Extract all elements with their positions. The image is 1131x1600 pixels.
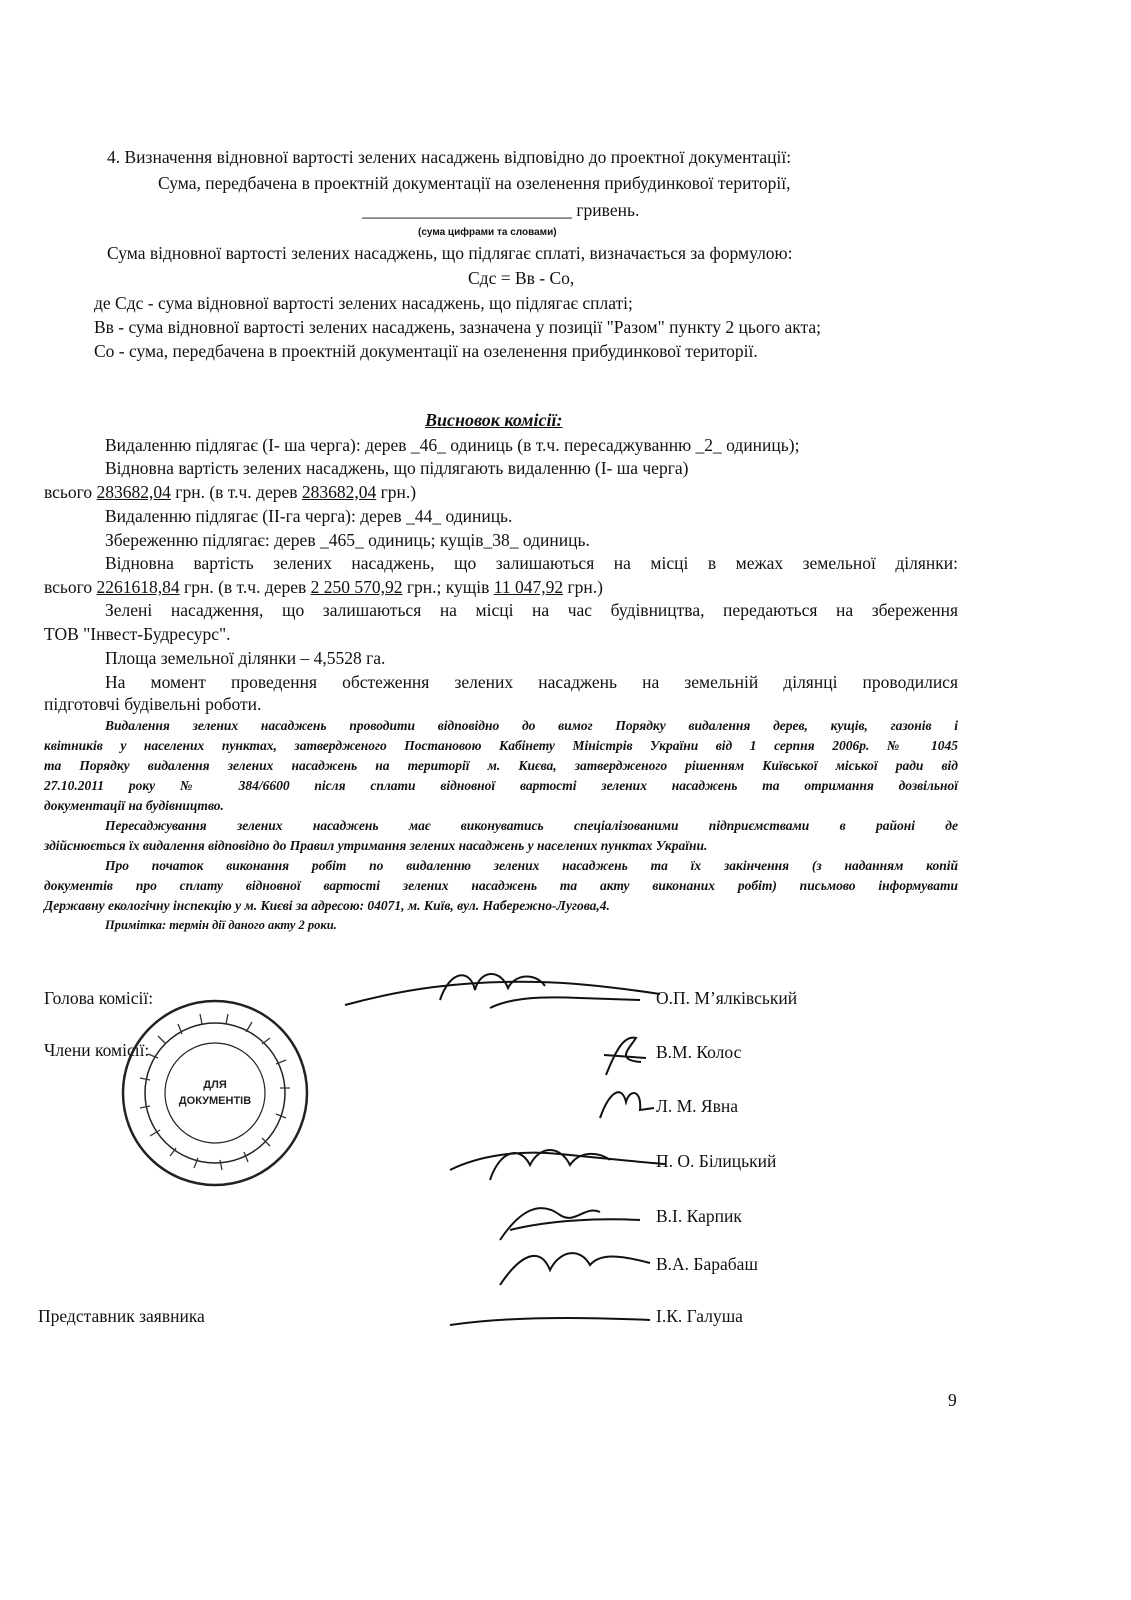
- page-number: 9: [948, 1390, 957, 1410]
- conclusion-line-7: [44, 577, 603, 598]
- note-2-line-2: здійснюється їх видалення відповідно до Правил утримання зелених насаджень у населених пунктах України.: [44, 838, 708, 853]
- conclusion-title: Висновок комісії:: [425, 410, 563, 430]
- member-name-2: Л. М. Явна: [656, 1096, 738, 1116]
- conclusion-line-9: ТОВ "Інвест-Будресурс".: [44, 624, 231, 644]
- note-1-line-4: 27.10.2011 року № 384/6600 після сплати відновної вартості зелених насаджень та отримання дозвільної: [44, 778, 958, 793]
- conclusion-line-2: Відновна вартість зелених насаджень, що підлягають видаленню (І- ша черга): [105, 458, 689, 478]
- total-value-2: 2261618,84: [96, 577, 180, 597]
- conclusion-line-12: підготовчі будівельні роботи.: [44, 694, 262, 714]
- definition-sds: де Сдс - сума відновної вартості зелених насаджень, що підлягає сплаті;: [94, 293, 633, 313]
- total-prefix-2: всього: [44, 577, 97, 597]
- head-name: О.П. М’ялківський: [656, 988, 798, 1008]
- member-signature-2: [592, 1080, 662, 1125]
- shrubs-value: 11 047,92: [493, 577, 564, 597]
- total-suffix-2: грн.): [563, 577, 603, 597]
- note-3-line-1: Про початок виконання робіт по видаленню зелених насаджень та їх закінчення (з наданням копій: [105, 858, 958, 873]
- total-suffix: грн.): [376, 482, 417, 502]
- total-prefix: всього: [44, 482, 97, 502]
- conclusion-line-8: Зелені насадження, що залишаються на місці на час будівництва, передаються на збереження: [105, 600, 958, 620]
- trees-label-2: грн. (в т.ч. дерев: [179, 577, 311, 597]
- member-name-3: П. О. Білицький: [656, 1151, 777, 1171]
- formula-intro: Сума відновної вартості зелених насаджень, що підлягає сплаті, визначається за формулою:: [107, 243, 793, 263]
- note-validity: Примітка: термін дії даного акту 2 роки.: [105, 918, 337, 932]
- applicant-label: Представник заявника: [38, 1306, 205, 1326]
- formula: Сдс = Вв - Со,: [468, 268, 575, 288]
- stamp-center-line-1: ДЛЯ: [203, 1079, 227, 1091]
- stamp-center-line-2: ДОКУМЕНТІВ: [178, 1095, 252, 1107]
- note-2-line-1: Пересаджування зелених насаджень має виконуватись спеціалізованими підприємствами в районі де: [105, 818, 958, 833]
- note-3-line-2: документів про сплату відновної вартості зелених насаджень та акту виконаних робіт) письмово інформувати: [44, 878, 958, 893]
- note-3-line-3: Державну екологічну інспекцію у м. Києві за адресою: 04071, м. Київ, вул. Набережно-Лугова,4.: [44, 898, 610, 913]
- note-1-line-1: Видалення зелених насаджень проводити відповідно до вимог Порядку видалення дерев, кущів, газонів і: [105, 718, 958, 733]
- members-label: Члени комісії:: [44, 1040, 150, 1060]
- section4-heading: 4. Визначення відновної вартості зелених насаджень відповідно до проектної документації:: [107, 147, 792, 167]
- note-1-line-5: документації на будівництво.: [44, 798, 224, 813]
- definition-vv: Вв - сума відновної вартості зелених насаджень, зазначена у позиції "Разом" пункту 2 цього акта;: [94, 317, 822, 337]
- total-value-1: 283682,04: [96, 482, 171, 502]
- head-signature: [340, 960, 670, 1020]
- trees-value-2: 2 250 570,92: [310, 577, 403, 597]
- total-mid: грн. (в т.ч. дерев: [170, 482, 302, 502]
- note-1-line-2: квітників у населених пунктах, затвердженого Постановою Кабінету Міністрів України від 1 серпня 2006р. № 1045: [44, 738, 958, 753]
- member-signature-3: [440, 1130, 670, 1190]
- conclusion-line-11: На момент проведення обстеження зелених насаджень на земельній ділянці проводилися: [105, 672, 958, 692]
- applicant-name: І.К. Галуша: [656, 1306, 743, 1326]
- sum-caption: (сума цифрами та словами): [418, 227, 557, 238]
- conclusion-line-4: Видаленню підлягає (ІІ-га черга): дерев _44_ одиниць.: [105, 506, 513, 526]
- head-label: Голова комісії:: [44, 988, 154, 1008]
- shrubs-label: грн.; кущів: [402, 577, 494, 597]
- trees-value-1: 283682,04: [301, 482, 377, 502]
- conclusion-line-5: Збереженню підлягає: дерев _465_ одиниць; кущів_38_ одиниць.: [105, 530, 590, 550]
- applicant-signature: [440, 1290, 660, 1340]
- conclusion-line-3: [44, 482, 416, 503]
- definition-so: Со - сума, передбачена в проектній документації на озеленення прибудинкової території.: [94, 341, 758, 361]
- note-1-line-3: та Порядку видалення зелених насаджень на території м. Києва, затвердженого рішенням Київської міської ради від: [44, 758, 958, 773]
- conclusion-line-10: Площа земельної ділянки – 4,5528 га.: [105, 648, 386, 668]
- sum-line: ________________________ гривень.: [362, 200, 640, 220]
- member-signature-1: [596, 1030, 656, 1080]
- official-stamp: [118, 996, 313, 1191]
- sum-intro: Сума, передбачена в проектній документації на озеленення прибудинкової території,: [158, 173, 791, 193]
- member-name-4: В.І. Карпик: [656, 1206, 742, 1226]
- member-name-1: В.М. Колос: [656, 1042, 742, 1062]
- conclusion-line-1: Видаленню підлягає (І- ша черга): дерев _46_ одиниць (в т.ч. пересаджуванню _2_ одиниць);: [105, 435, 800, 455]
- member-name-5: В.А. Барабаш: [656, 1254, 758, 1274]
- conclusion-line-6: Відновна вартість зелених насаджень, що залишаються на місці в межах земельної ділянки:: [105, 553, 958, 573]
- member-signature-5: [480, 1235, 660, 1295]
